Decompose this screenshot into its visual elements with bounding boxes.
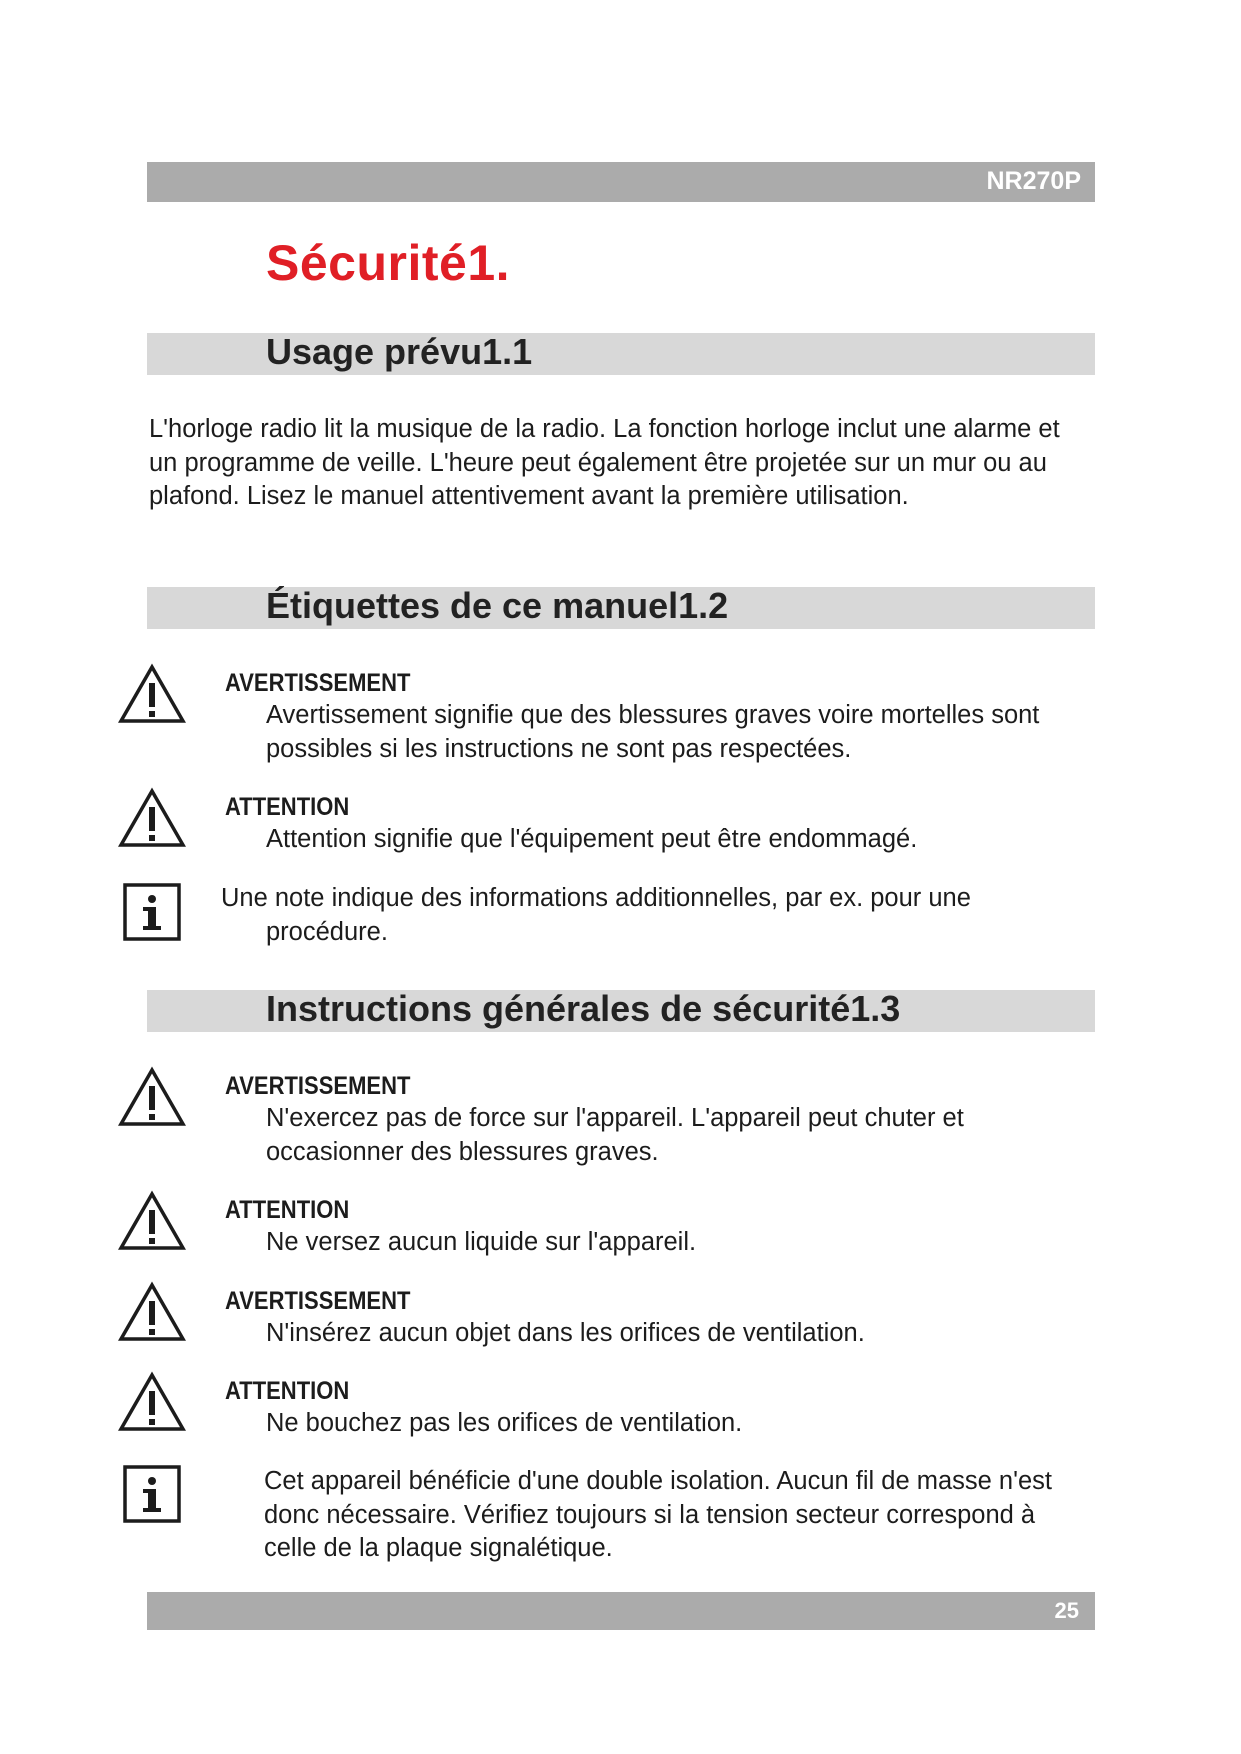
item-text: Attention signifie que l'équipement peut être endommagé. — [266, 825, 918, 853]
item-text: N'exercez pas de force sur l'appareil. L'appareil peut chuter et occasionner des blessures graves. — [266, 1104, 964, 1166]
model-number: NR270P — [986, 167, 1081, 195]
item-text: N'insérez aucun objet dans les orifices de ventilation. — [266, 1319, 865, 1347]
page-number: 25 — [1054, 1598, 1079, 1623]
warning-triangle-icon — [118, 787, 186, 849]
warning-triangle-icon — [118, 663, 186, 725]
info-icon — [123, 1465, 181, 1523]
note-text-first-line: Une note indique des informations additionnelles, par ex. pour une — [221, 884, 971, 912]
label-attention: ATTENTION — [225, 1196, 350, 1224]
intended-use-paragraph: L'horloge radio lit la musique de la radio. La fonction horloge inclut une alarme et un programme de veille. L'heure peut également être projetée sur un mur ou au plafond. Lisez le manuel attentivement avant la première utilisation. — [149, 415, 1060, 510]
section-title: Instructions générales de sécurité1.3 — [266, 988, 901, 1029]
item-text: Ne bouchez pas les orifices de ventilation. — [266, 1409, 743, 1437]
section-title: Usage prévu1.1 — [266, 331, 533, 372]
warning-triangle-icon — [118, 1281, 186, 1343]
warning-triangle-icon — [118, 1190, 186, 1252]
info-icon — [123, 883, 181, 941]
page-title: Sécurité1. — [266, 235, 511, 291]
footer-bar — [147, 1592, 1095, 1630]
label-warning: AVERTISSEMENT — [225, 669, 411, 697]
note-text: Cet appareil bénéficie d'une double isolation. Aucun fil de masse n'est donc nécessaire. Vérifiez toujours si la tension secteur correspond à celle de la plaque signalétique. — [264, 1467, 1052, 1562]
section-title: Étiquettes de ce manuel1.2 — [266, 585, 729, 626]
section-heading-bar — [147, 587, 1095, 629]
header-bar — [147, 162, 1095, 202]
section-heading-bar — [147, 333, 1095, 375]
warning-triangle-icon — [118, 1066, 186, 1128]
item-text: Avertissement signifie que des blessures graves voire mortelles sont possibles si les instructions ne sont pas respectées. — [266, 701, 1040, 763]
item-text: Ne versez aucun liquide sur l'appareil. — [266, 1228, 697, 1256]
section-heading-bar — [147, 990, 1095, 1032]
note-text-continuation: procédure. — [266, 917, 388, 946]
note-text — [221, 882, 1101, 949]
label-attention: ATTENTION — [225, 793, 350, 821]
label-warning: AVERTISSEMENT — [225, 1072, 411, 1100]
warning-triangle-icon — [118, 1371, 186, 1433]
label-attention: ATTENTION — [225, 1377, 350, 1405]
label-warning: AVERTISSEMENT — [225, 1287, 411, 1315]
